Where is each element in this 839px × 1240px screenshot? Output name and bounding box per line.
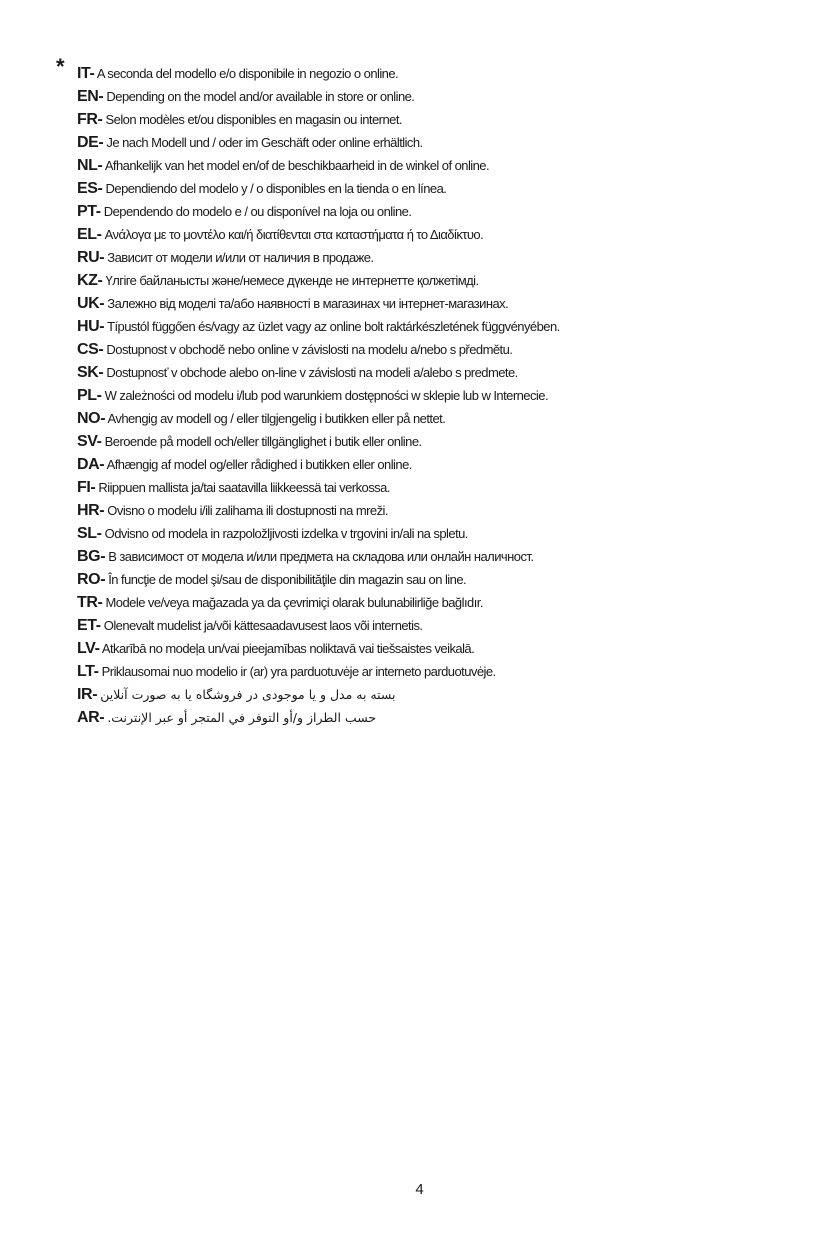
- lang-code: EN-: [77, 88, 104, 105]
- notice-line-pl: [77, 384, 560, 407]
- notice-line-es: [77, 177, 560, 200]
- notice-text: Típustól függően és/vagy az üzlet vagy az online bolt raktárkészletének függvényében.: [104, 319, 560, 334]
- notice-text: Beroende på modell och/eller tillgänglighet i butik eller online.: [101, 434, 422, 449]
- lang-code: EL-: [77, 226, 102, 243]
- lang-code: UK-: [77, 295, 105, 312]
- lang-code: NO-: [77, 410, 106, 427]
- notice-line-sk: [77, 361, 560, 384]
- notice-line-en: [77, 85, 560, 108]
- lang-code: AR-: [77, 709, 105, 726]
- availability-notice-list: [77, 62, 560, 729]
- notice-line-nl: [77, 154, 560, 177]
- notice-text: Je nach Modell und / oder im Geschäft oder online erhältlich.: [103, 135, 423, 150]
- notice-line-pt: [77, 200, 560, 223]
- lang-code: HU-: [77, 318, 105, 335]
- footnote-asterisk: *: [56, 54, 65, 79]
- notice-text: Selon modèles et/ou disponibles en magasin ou internet.: [102, 112, 402, 127]
- notice-line-cs: [77, 338, 560, 361]
- notice-text: A seconda del modello e/o disponibile in negozio o online.: [94, 66, 399, 81]
- lang-code: SL-: [77, 525, 102, 542]
- notice-text: Үлгіге байланысты және/немесе дүкенде не интернетте қолжетімді.: [102, 273, 479, 288]
- notice-text: В зависимост от модела и/или предмета на складова или онлайн наличност.: [105, 549, 534, 564]
- notice-text: Afhankelijk van het model en/of de beschikbaarheid in de winkel of online.: [102, 158, 490, 173]
- lang-code: DA-: [77, 456, 105, 473]
- lang-code: FR-: [77, 111, 103, 128]
- lang-code: TR-: [77, 594, 103, 611]
- notice-line-no: [77, 407, 560, 430]
- notice-text: Depending on the model and/or available in store or online.: [103, 89, 415, 104]
- notice-line-tr: [77, 591, 560, 614]
- lang-code: IR-: [77, 686, 98, 703]
- notice-text: Dependendo do modelo e / ou disponível na loja ou online.: [100, 204, 412, 219]
- lang-code: LV-: [77, 640, 100, 657]
- notice-text: Riippuen mallista ja/tai saatavilla liikkeessä tai verkossa.: [95, 480, 390, 495]
- notice-text: Залежно від моделі та/або наявності в магазинах чи інтернет-магазинах.: [104, 296, 509, 311]
- notice-line-lt: [77, 660, 560, 683]
- page-number: 4: [415, 1181, 424, 1198]
- notice-text: Modele ve/veya mağazada ya da çevrimiçi olarak bulunabilirliğe bağlıdır.: [102, 595, 483, 610]
- notice-line-da: [77, 453, 560, 476]
- notice-text: Ovisno o modelu i/ili zalihama ili dostupnosti na mreži.: [104, 503, 388, 518]
- lang-code: LT-: [77, 663, 99, 680]
- notice-line-ro: [77, 568, 560, 591]
- notice-text: Priklausomai nuo modelio ir (ar) yra parduotuvėje ar interneto parduotuvėje.: [98, 664, 496, 679]
- lang-code: BG-: [77, 548, 106, 565]
- notice-text: Dostupnost v obchodě nebo online v závislosti na modelu a/nebo s předmětu.: [103, 342, 513, 357]
- lang-code: ET-: [77, 617, 101, 634]
- notice-line-ru: [77, 246, 560, 269]
- notice-text: În funcţie de model şi/sau de disponibilităţile din magazin sau on line.: [105, 572, 467, 587]
- notice-text: Dostupnosť v obchode alebo on-line v závislosti na modeli a/alebo s predmete.: [103, 365, 518, 380]
- notice-text: Olenevalt mudelist ja/või kättesaadavusest laos või internetis.: [100, 618, 423, 633]
- lang-code: PT-: [77, 203, 101, 220]
- lang-code: RO-: [77, 571, 106, 588]
- notice-line-et: [77, 614, 560, 637]
- notice-line-sl: [77, 522, 560, 545]
- notice-line-sv: [77, 430, 560, 453]
- notice-line-kz: [77, 269, 560, 292]
- lang-code: CS-: [77, 341, 104, 358]
- notice-text: W zależności od modelu i/lub pod warunkiem dostępności w sklepie lub w Internecie.: [101, 388, 549, 403]
- notice-text: Odvisno od modela in razpoložljivosti izdelka v trgovini in/ali na spletu.: [101, 526, 468, 541]
- notice-text: حسب الطراز و/أو التوفر في المتجر أو عبر الإنترنت.: [107, 710, 377, 725]
- lang-code: SV-: [77, 433, 102, 450]
- lang-code: SK-: [77, 364, 104, 381]
- lang-code: HR-: [77, 502, 105, 519]
- lang-code: ES-: [77, 180, 103, 197]
- notice-line-uk: [77, 292, 560, 315]
- notice-line-hu: [77, 315, 560, 338]
- notice-text: Avhengig av modell og / eller tilgjengelig i butikken eller på nettet.: [105, 411, 446, 426]
- lang-code: NL-: [77, 157, 103, 174]
- notice-line-ar: [77, 706, 560, 729]
- lang-code: IT-: [77, 65, 95, 82]
- notice-line-fr: [77, 108, 560, 131]
- notice-text: Зависит от модели и/или от наличия в продаже.: [104, 250, 374, 265]
- lang-code: DE-: [77, 134, 104, 151]
- notice-text: Atkarībā no modeļa un/vai pieejamības noliktavā vai tiešsaistes veikalā.: [99, 641, 475, 656]
- notice-line-hr: [77, 499, 560, 522]
- lang-code: PL-: [77, 387, 102, 404]
- notice-text: Afhængig af model og/eller rådighed i butikken eller online.: [104, 457, 412, 472]
- notice-line-it: [77, 62, 560, 85]
- notice-line-el: [77, 223, 560, 246]
- lang-code: KZ-: [77, 272, 103, 289]
- notice-text: بسته به مدل و یا موجودی در فروشگاه یا به صورت آنلاین: [100, 687, 396, 702]
- notice-line-de: [77, 131, 560, 154]
- notice-line-bg: [77, 545, 560, 568]
- lang-code: RU-: [77, 249, 105, 266]
- notice-line-lv: [77, 637, 560, 660]
- notice-text: Ανάλογα με το μοντέλο και/ή διατίθενται στα καταστήματα ή το Διαδίκτυο.: [101, 227, 484, 242]
- notice-line-ir: [77, 683, 560, 706]
- notice-text: Dependiendo del modelo y / o disponibles en la tienda o en línea.: [102, 181, 447, 196]
- lang-code: FI-: [77, 479, 96, 496]
- notice-line-fi: [77, 476, 560, 499]
